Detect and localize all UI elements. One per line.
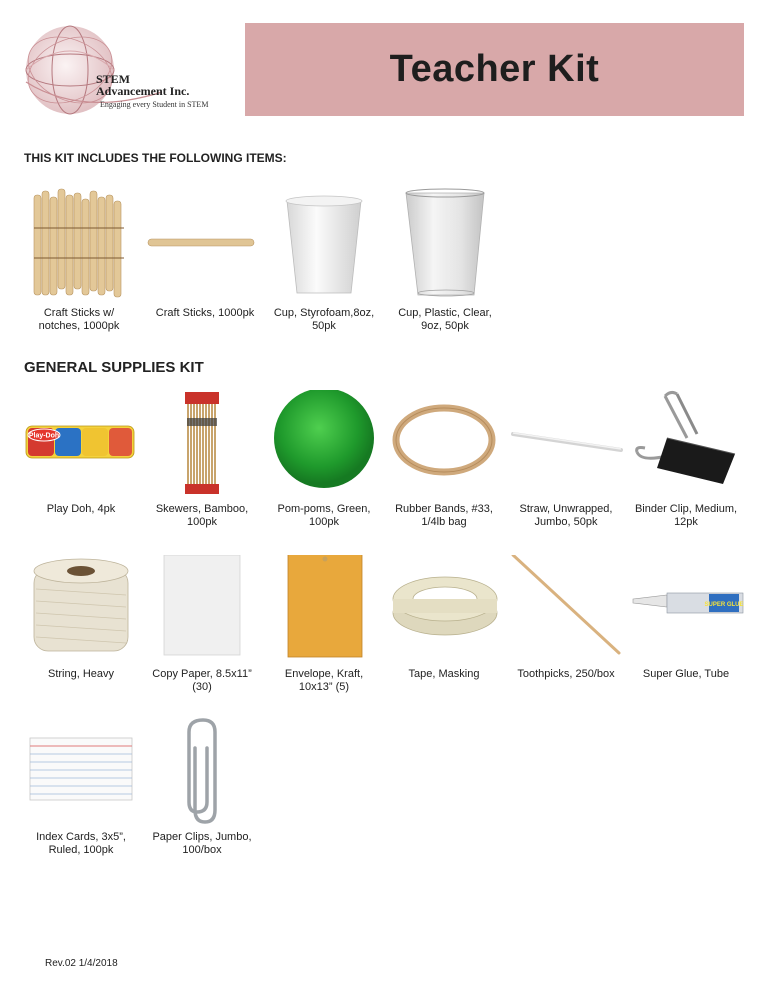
play-doh-icon [22,390,140,505]
item-caption [137,668,267,694]
copy-paper-icon [143,555,261,670]
caption-line: String, Heavy [47,668,115,680]
caption-line: 100pk [187,516,217,528]
caption-line: Rubber Bands, #33, [395,503,493,515]
craft-sticks-notched-icon [20,187,138,302]
caption-line: Tape, Masking [408,668,480,680]
item-caption [140,307,270,320]
item-caption [259,503,389,529]
item-caption [501,668,631,681]
toothpick-icon [507,555,625,670]
binder-clip-icon [627,390,745,505]
item-caption [379,668,509,681]
caption-line: Cup, Styrofoam,8oz, [273,307,375,319]
caption-line: Cup, Plastic, Clear, [398,307,492,319]
item-caption [259,307,389,333]
caption-line: Play Doh, 4pk [46,503,116,515]
caption-line: Super Glue, Tube [642,668,730,680]
styrofoam-cup-icon [265,187,383,302]
item-caption [380,307,510,333]
caption-line: Craft Sticks w/ [43,307,115,319]
caption-line: (30) [192,681,212,693]
title-banner [245,23,744,116]
caption-line: Craft Sticks, 1000pk [155,307,255,319]
item-caption [621,503,751,529]
super-glue-icon [627,555,745,670]
caption-line: 50pk [312,320,336,332]
skewers-icon [143,390,261,505]
caption-line: 1/4lb bag [421,516,467,528]
caption-line: Jumbo, 50pk [534,516,598,528]
caption-line: Ruled, 100pk [48,844,114,856]
item-caption [379,503,509,529]
revision-footer: Rev.02 1/4/2018 [45,958,118,969]
caption-line: 12pk [674,516,698,528]
caption-line: Straw, Unwrapped, [519,503,613,515]
item-caption [137,831,267,857]
craft-stick-icon [146,187,264,302]
masking-tape-icon [385,555,503,670]
caption-line: 100pk [309,516,339,528]
caption-line: 9oz, 50pk [421,320,469,332]
caption-line: Pom-poms, Green, [277,503,371,515]
section-heading-general-supplies: GENERAL SUPPLIES KIT [24,359,204,376]
plastic-cup-icon [386,187,504,302]
caption-line: Copy Paper, 8.5x11” [152,668,252,680]
pom-pom-icon [265,390,383,505]
item-caption [16,831,146,857]
item-caption [501,503,631,529]
caption-line: 100/box [182,844,222,856]
caption-line: Toothpicks, 250/box [517,668,615,680]
page-title: Teacher Kit [389,48,600,90]
logo-title-line1: STEM [96,72,131,86]
caption-line: Skewers, Bamboo, [155,503,249,515]
item-caption [16,503,146,516]
item-caption [16,668,146,681]
caption-line: 10x13” (5) [298,681,350,693]
straw-icon [507,390,625,505]
rubber-band-icon [385,390,503,505]
caption-line: Index Cards, 3x5”, [36,831,126,843]
item-caption [621,668,751,681]
logo-tagline: Engaging every Student in STEM [100,100,209,109]
item-caption [137,503,267,529]
caption-line: Envelope, Kraft, [284,668,364,680]
index-card-icon [22,718,140,833]
playdoh-brand-label: Play-Doh [28,432,60,440]
paper-clip-icon [143,718,261,833]
section-heading-kit-items: THIS KIT INCLUDES THE FOLLOWING ITEMS: [24,151,287,165]
envelope-icon [265,555,383,670]
logo-title-line2: Advancement Inc. [96,84,190,98]
item-caption [14,307,144,333]
caption-line: Binder Clip, Medium, [634,503,738,515]
string-spool-icon [22,555,140,670]
caption-line: Paper Clips, Jumbo, [152,831,252,843]
item-caption [259,668,389,694]
caption-line: notches, 1000pk [38,320,120,332]
glue-brand-label: SUPER GLUE [704,602,744,608]
